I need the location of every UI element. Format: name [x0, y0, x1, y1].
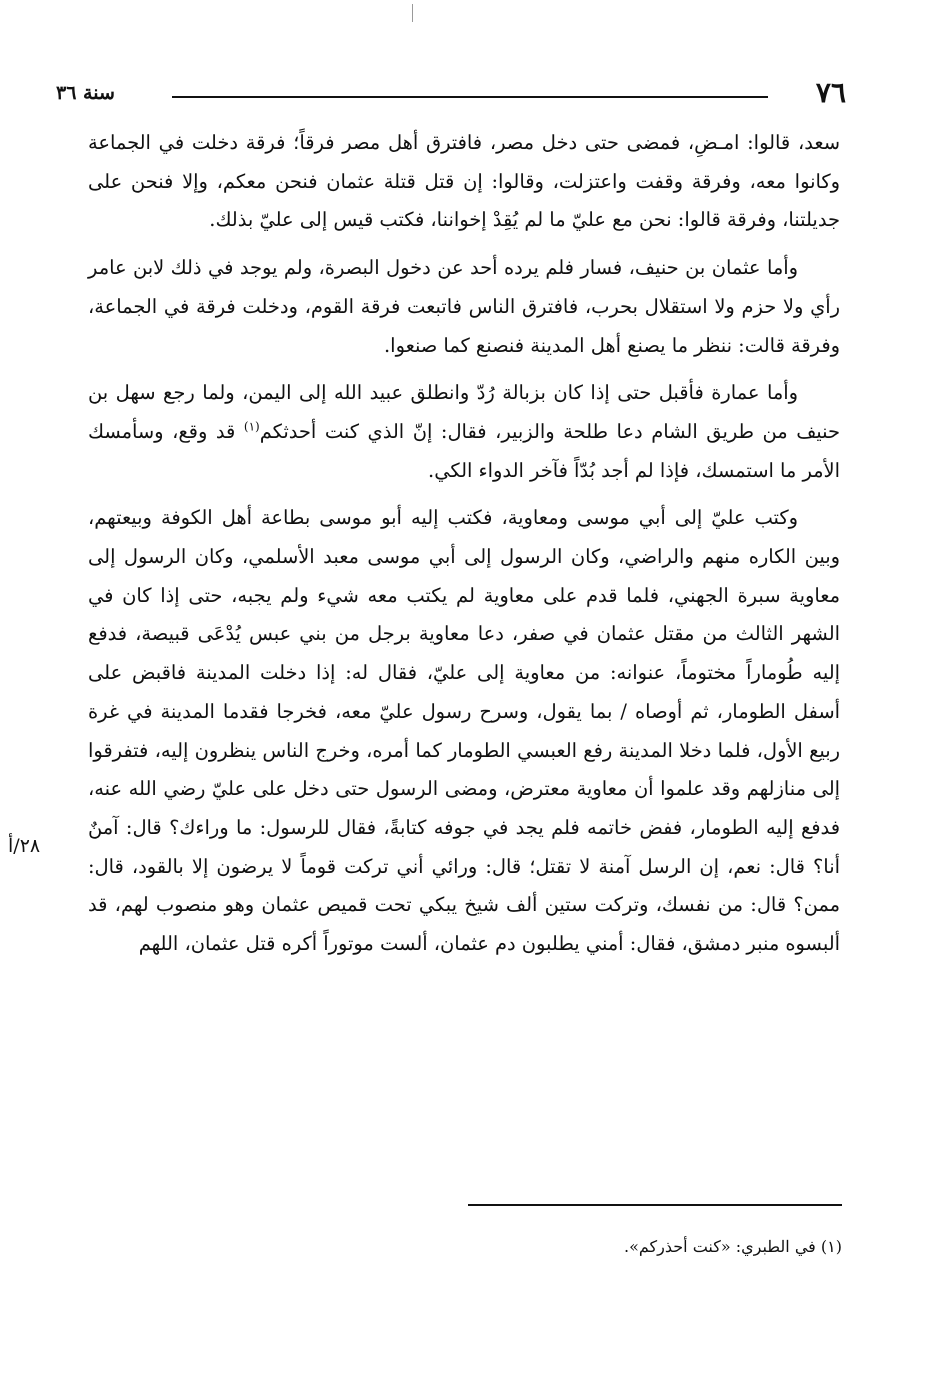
paragraph-text: وأما عمارة فأقبل حتى إذا كان بزبالة رُدّ وانطلق عبيد الله إلى اليمن، ولما رجع سهل بن حنيف من طريق الشام دعا طلحة والزبير، فقال: إنّ الذي كنت أحدثكم: [88, 381, 840, 443]
footnote-marker[interactable]: (١): [243, 419, 260, 434]
footnote: (١) في الطبري: «كنت أحذركم».: [624, 1237, 842, 1256]
scan-mark: [412, 4, 413, 22]
main-text: [88, 124, 840, 964]
paragraph-text: وأما عثمان بن حنيف، فسار فلم يرده أحد عن دخول البصرة، ولم يوجد في ذلك لابن عامر رأي ولا حزم ولا استقلال بحرب، فافترق الناس فاتبعت فرقة القوم، ودخلت فرقة في الجماعة، وفرقة قالت: ننظر ما يصنع أهل المدينة فنصنع كما صنعوا.: [88, 256, 840, 357]
paragraph: [88, 124, 840, 240]
paragraph: [88, 499, 840, 963]
running-head: سنة ٣٦: [56, 82, 115, 104]
manuscript-folio-reference: ٢٨/أ: [8, 835, 41, 857]
page-header: [56, 76, 846, 112]
header-rule: [172, 96, 768, 98]
paragraph: [88, 374, 840, 490]
paragraph: [88, 249, 840, 365]
paragraph-text-continued: قد وقع، وسأمسك الأمر ما استمسك، فإذا لم أجد بُدّاً فآخر الدواء الكي.: [88, 419, 840, 482]
paragraph-text: وكتب عليّ إلى أبي موسى ومعاوية، فكتب إليه أبو موسى بطاعة أهل الكوفة وبيعتهم، وبين الكاره منهم والراضي، وكان الرسول إلى أبي موسى معبد الأسلمي، وكان الرسول إلى معاوية سبرة الجهني، فلما قدم على معاوية لم يكتب معه شيء ولم يجبه، حتى إذا كان في الشهر الثالث من مقتل عثمان في صفر، دعا معاوية برجل من بني عبس يُدْعَى قبيصة، فدفع إليه طُوماراً مختوماً، عنوانه: من معاوية إلى عليّ، فقال له: إذا دخلت المدينة فاقبض على أسفل الطومار، ثم أوصاه / بما يقول، وسرح رسول عليّ معه، فخرجا فقدما المدينة في غرة ربيع الأول، فلما دخلا المدينة رفع العبسي الطومار كما أمره، وخرج الناس ينظرون إليه، فتفرقوا إلى منازلهم وقد علموا أن معاوية معترض، ومضى الرسول حتى دخل على عليّ رضي الله عنه، فدفع إليه الطومار، ففض خاتمه فلم يجد في جوفه كتابةً، فقال للرسول: ما وراءك؟ قال: آمنٌ أنا؟ قال: نعم، إن الرسل آمنة لا تقتل؛ قال: ورائي أني تركت قوماً لا يرضون إلا بالقود، قال: ممن؟ قال: من نفسك، وتركت ستين ألف شيخ يبكي تحت قميص عثمان وهو منصوب لهم، قد ألبسوه منبر دمشق، فقال: أمني يطلبون دم عثمان، ألست موتوراً أكره قتل عثمان، اللهم: [88, 506, 840, 956]
page-number: ٧٦: [815, 76, 846, 109]
paragraph-text: سعد، قالوا: امـضِ، فمضى حتى دخل مصر، فافترق أهل مصر فرقاً؛ فرقة دخلت في الجماعة وكانوا معه، وفرقة وقفت واعتزلت، وقالوا: إن قتل قتلة عثمان فنحن معكم، وإلا فنحن على جديلتنا، وفرقة قالوا: نحن مع عليّ ما لم يُقِدْ إخواننا، فكتب قيس إلى عليّ بذلك.: [88, 131, 840, 232]
footnote-rule: [468, 1204, 842, 1206]
